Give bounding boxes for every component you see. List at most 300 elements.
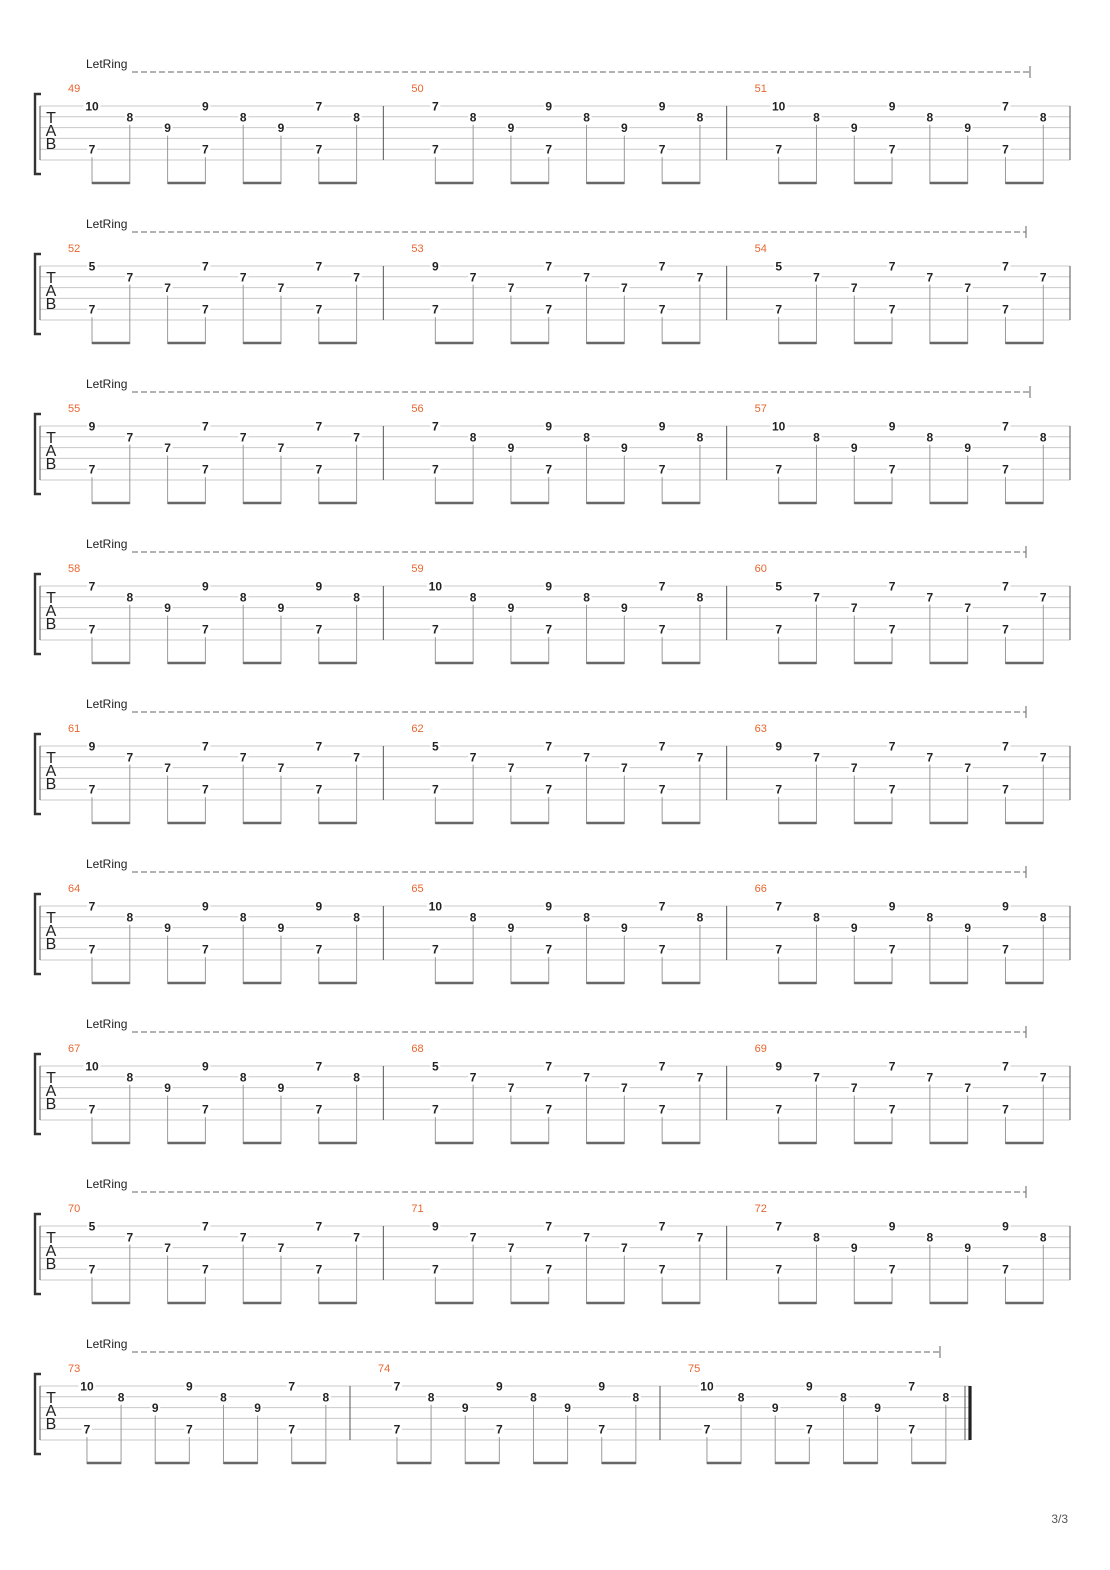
tab-clef-letter: B	[45, 296, 57, 313]
fret-number: 8	[583, 110, 590, 125]
fret-number: 7	[888, 259, 896, 274]
fret-number: 7	[775, 1262, 783, 1277]
fret-number: 9	[545, 899, 553, 914]
tab-clef-letter: B	[45, 776, 57, 793]
fret-number: 9	[254, 1401, 261, 1416]
measure-number: 49	[68, 83, 81, 95]
fret-number: 9	[164, 1081, 171, 1096]
tab-clef-letter: T	[46, 110, 56, 127]
fret-number: 5	[431, 1059, 439, 1074]
fret-number: 8	[632, 1390, 640, 1405]
fret-number: 7	[805, 1422, 813, 1437]
fret-number: 7	[888, 462, 896, 477]
let-ring-label: LetRing	[86, 1337, 128, 1351]
fret-number: 7	[202, 419, 209, 434]
fret-number: 7	[1002, 259, 1009, 274]
fret-number: 7	[1002, 142, 1009, 157]
fret-number: 9	[88, 419, 96, 434]
fret-number: 7	[658, 739, 666, 754]
fret-number: 9	[964, 921, 972, 936]
fret-number: 7	[658, 782, 666, 797]
fret-number: 10	[700, 1379, 714, 1394]
fret-number: 9	[620, 921, 628, 936]
fret-number: 7	[888, 1059, 896, 1074]
fret-number: 7	[277, 1241, 285, 1256]
fret-number: 7	[431, 622, 439, 637]
fret-number: 8	[469, 430, 477, 445]
fret-number: 7	[288, 1422, 296, 1437]
fret-number: 7	[1039, 590, 1047, 605]
fret-number: 9	[431, 1219, 439, 1234]
fret-number: 7	[164, 761, 171, 776]
let-ring-label: LetRing	[86, 217, 128, 231]
fret-number: 7	[202, 739, 209, 754]
fret-number: 7	[658, 579, 666, 594]
fret-number: 7	[1002, 739, 1009, 754]
fret-number: 7	[126, 750, 134, 765]
fret-number: 7	[545, 1262, 553, 1277]
fret-number: 8	[813, 110, 820, 125]
fret-number: 7	[888, 782, 896, 797]
fret-number: 5	[775, 259, 783, 274]
tab-clef-letter: T	[46, 590, 56, 607]
fret-number: 7	[775, 782, 783, 797]
fret-number: 8	[353, 110, 360, 125]
fret-number: 8	[469, 110, 477, 125]
fret-number: 7	[202, 622, 209, 637]
fret-number: 9	[805, 1379, 813, 1394]
let-ring-label: LetRing	[86, 697, 128, 711]
fret-number: 7	[545, 462, 553, 477]
measure-number: 57	[754, 403, 767, 415]
tab-clef-letter: A	[45, 123, 57, 140]
fret-number: 7	[393, 1379, 401, 1394]
fret-number: 7	[583, 1070, 590, 1085]
fret-number: 7	[88, 782, 96, 797]
fret-number: 7	[888, 1262, 896, 1277]
fret-number: 9	[507, 121, 515, 136]
fret-number: 7	[1002, 942, 1009, 957]
fret-number: 7	[239, 270, 247, 285]
fret-number: 8	[239, 110, 247, 125]
fret-number: 7	[908, 1379, 916, 1394]
fret-number: 8	[926, 910, 934, 925]
fret-number: 8	[1039, 910, 1047, 925]
tab-clef-letter: B	[45, 456, 57, 473]
fret-number: 9	[658, 99, 666, 114]
fret-number: 7	[1039, 270, 1047, 285]
fret-number: 7	[964, 1081, 972, 1096]
tab-clef-letter: A	[45, 603, 57, 620]
fret-number: 8	[239, 1070, 247, 1085]
tab-clef-letter: B	[45, 1416, 57, 1433]
fret-number: 9	[315, 579, 323, 594]
fret-number: 8	[696, 590, 704, 605]
fret-number: 9	[771, 1401, 779, 1416]
fret-number: 7	[888, 1102, 896, 1117]
fret-number: 7	[545, 622, 553, 637]
fret-number: 7	[202, 462, 209, 477]
tab-clef-letter: B	[45, 1096, 57, 1113]
fret-number: 7	[545, 1102, 553, 1117]
fret-number: 7	[315, 1219, 323, 1234]
fret-number: 7	[888, 622, 896, 637]
fret-number: 7	[315, 782, 323, 797]
fret-number: 7	[620, 761, 628, 776]
fret-number: 7	[239, 430, 247, 445]
fret-number: 7	[88, 142, 96, 157]
measure-number: 55	[68, 403, 81, 415]
fret-number: 7	[545, 1059, 553, 1074]
tab-clef-letter: A	[45, 443, 57, 460]
fret-number: 9	[658, 419, 666, 434]
fret-number: 8	[1039, 1230, 1047, 1245]
fret-number: 7	[315, 419, 323, 434]
fret-number: 7	[507, 761, 515, 776]
fret-number: 9	[620, 601, 628, 616]
fret-number: 5	[431, 739, 439, 754]
fret-number: 7	[353, 1230, 360, 1245]
fret-number: 7	[315, 462, 323, 477]
fret-number: 8	[353, 910, 360, 925]
fret-number: 5	[88, 1219, 96, 1234]
fret-number: 7	[813, 750, 820, 765]
fret-number: 9	[431, 259, 439, 274]
measure-number: 56	[411, 403, 424, 415]
fret-number: 7	[964, 281, 972, 296]
fret-number: 8	[353, 590, 360, 605]
fret-number: 9	[277, 601, 285, 616]
fret-number: 7	[583, 750, 590, 765]
fret-number: 7	[164, 1241, 171, 1256]
tab-clef-letter: A	[45, 1403, 57, 1420]
measure-number: 70	[68, 1203, 81, 1215]
fret-number: 8	[126, 110, 134, 125]
fret-number: 7	[88, 899, 96, 914]
fret-number: 7	[469, 1070, 477, 1085]
fret-number: 7	[202, 302, 209, 317]
fret-number: 10	[771, 99, 786, 114]
fret-number: 7	[239, 1230, 247, 1245]
fret-number: 9	[277, 121, 285, 136]
page-number: 3/3	[1051, 1512, 1068, 1526]
fret-number: 7	[545, 259, 553, 274]
fret-number: 7	[202, 782, 209, 797]
fret-number: 8	[696, 430, 704, 445]
fret-number: 7	[775, 1102, 783, 1117]
fret-number: 9	[507, 441, 515, 456]
fret-number: 7	[431, 462, 439, 477]
fret-number: 10	[771, 419, 786, 434]
fret-number: 7	[1002, 419, 1009, 434]
fret-number: 9	[202, 1059, 209, 1074]
fret-number: 7	[545, 942, 553, 957]
fret-number: 7	[658, 622, 666, 637]
fret-number: 7	[696, 270, 704, 285]
measure-number: 65	[411, 883, 424, 895]
fret-number: 7	[926, 270, 934, 285]
fret-number: 10	[428, 579, 443, 594]
fret-number: 7	[658, 1219, 666, 1234]
fret-number: 9	[277, 921, 285, 936]
fret-number: 7	[315, 1262, 323, 1277]
fret-number: 7	[315, 142, 323, 157]
fret-number: 8	[1039, 110, 1047, 125]
fret-number: 7	[202, 942, 209, 957]
fret-number: 7	[431, 942, 439, 957]
fret-number: 8	[583, 910, 590, 925]
fret-number: 7	[1002, 1262, 1009, 1277]
fret-number: 7	[1002, 302, 1009, 317]
fret-number: 7	[775, 142, 783, 157]
fret-number: 7	[926, 750, 934, 765]
fret-number: 7	[775, 1219, 783, 1234]
tab-clef-letter: A	[45, 283, 57, 300]
fret-number: 7	[469, 270, 477, 285]
fret-number: 9	[315, 899, 323, 914]
fret-number: 7	[164, 441, 171, 456]
fret-number: 9	[277, 1081, 285, 1096]
fret-number: 7	[658, 142, 666, 157]
fret-number: 8	[220, 1390, 227, 1405]
fret-number: 8	[1039, 430, 1047, 445]
fret-number: 7	[315, 622, 323, 637]
fret-number: 7	[431, 302, 439, 317]
fret-number: 10	[85, 99, 99, 114]
fret-number: 8	[322, 1390, 330, 1405]
fret-number: 10	[80, 1379, 94, 1394]
fret-number: 8	[840, 1390, 847, 1405]
tab-clef-letter: T	[46, 430, 56, 447]
fret-number: 8	[926, 1230, 934, 1245]
fret-number: 7	[507, 1081, 515, 1096]
fret-number: 7	[775, 942, 783, 957]
tab-clef-letter: B	[45, 136, 57, 153]
tab-clef-letter: T	[46, 1070, 56, 1087]
let-ring-label: LetRing	[86, 57, 128, 71]
measure-number: 68	[411, 1043, 424, 1055]
fret-number: 7	[888, 579, 896, 594]
fret-number: 7	[88, 622, 96, 637]
fret-number: 8	[813, 910, 820, 925]
fret-number: 7	[353, 430, 360, 445]
fret-number: 9	[775, 739, 783, 754]
fret-number: 7	[926, 590, 934, 605]
fret-number: 8	[469, 590, 477, 605]
fret-number: 8	[126, 590, 134, 605]
fret-number: 7	[315, 1059, 323, 1074]
fret-number: 9	[964, 1241, 972, 1256]
fret-number: 7	[658, 462, 666, 477]
fret-number: 9	[461, 1401, 469, 1416]
fret-number: 7	[658, 259, 666, 274]
fret-number: 7	[813, 270, 820, 285]
fret-number: 7	[315, 302, 323, 317]
measure-number: 62	[411, 723, 424, 735]
measure-number: 51	[754, 83, 767, 95]
let-ring-label: LetRing	[86, 537, 128, 551]
fret-number: 7	[1002, 782, 1009, 797]
fret-number: 7	[813, 590, 820, 605]
tab-clef-letter: B	[45, 1256, 57, 1273]
tab-clef-letter: B	[45, 616, 57, 633]
fret-number: 7	[431, 1102, 439, 1117]
tab-clef-letter: T	[46, 270, 56, 287]
fret-number: 8	[126, 1070, 134, 1085]
fret-number: 7	[495, 1422, 503, 1437]
fret-number: 7	[620, 1081, 628, 1096]
fret-number: 7	[658, 899, 666, 914]
fret-number: 7	[393, 1422, 401, 1437]
tab-clef-letter: A	[45, 1243, 57, 1260]
fret-number: 7	[850, 761, 858, 776]
fret-number: 9	[164, 601, 171, 616]
tab-clef-letter: B	[45, 936, 57, 953]
let-ring-label: LetRing	[86, 1177, 128, 1191]
tab-clef-letter: T	[46, 910, 56, 927]
measure-number: 71	[411, 1203, 424, 1215]
fret-number: 7	[888, 302, 896, 317]
fret-number: 9	[620, 121, 628, 136]
fret-number: 9	[164, 921, 171, 936]
fret-number: 8	[126, 910, 134, 925]
fret-number: 7	[888, 942, 896, 957]
tab-clef-letter: T	[46, 1390, 56, 1407]
fret-number: 7	[888, 142, 896, 157]
tab-clef-letter: A	[45, 1083, 57, 1100]
measure-number: 73	[68, 1363, 81, 1375]
fret-number: 7	[658, 942, 666, 957]
fret-number: 7	[658, 1059, 666, 1074]
fret-number: 7	[1039, 750, 1047, 765]
let-ring-label: LetRing	[86, 377, 128, 391]
fret-number: 7	[775, 462, 783, 477]
measure-number: 60	[754, 563, 767, 575]
fret-number: 10	[428, 899, 443, 914]
fret-number: 7	[202, 1102, 209, 1117]
fret-number: 7	[964, 601, 972, 616]
measure-number: 72	[754, 1203, 767, 1215]
fret-number: 7	[850, 601, 858, 616]
fret-number: 7	[507, 1241, 515, 1256]
fret-number: 7	[469, 1230, 477, 1245]
fret-number: 7	[88, 942, 96, 957]
fret-number: 7	[353, 270, 360, 285]
fret-number: 7	[431, 99, 439, 114]
measure-number: 66	[754, 883, 767, 895]
fret-number: 8	[239, 590, 247, 605]
fret-number: 9	[202, 99, 209, 114]
fret-number: 9	[495, 1379, 503, 1394]
fret-number: 7	[126, 1230, 134, 1245]
fret-number: 8	[813, 430, 820, 445]
fret-number: 7	[185, 1422, 193, 1437]
fret-number: 9	[888, 419, 896, 434]
fret-number: 7	[431, 782, 439, 797]
measure-number: 50	[411, 83, 424, 95]
fret-number: 8	[926, 110, 934, 125]
measure-number: 59	[411, 563, 424, 575]
fret-number: 9	[850, 441, 858, 456]
fret-number: 8	[239, 910, 247, 925]
fret-number: 7	[696, 1230, 704, 1245]
fret-number: 7	[545, 302, 553, 317]
fret-number: 8	[353, 1070, 360, 1085]
fret-number: 7	[545, 1219, 553, 1234]
measure-number: 63	[754, 723, 767, 735]
fret-number: 9	[888, 899, 896, 914]
fret-number: 7	[908, 1422, 916, 1437]
fret-number: 9	[620, 441, 628, 456]
fret-number: 7	[431, 419, 439, 434]
fret-number: 7	[315, 942, 323, 957]
fret-number: 7	[658, 1102, 666, 1117]
measure-number: 67	[68, 1043, 81, 1055]
fret-number: 9	[507, 601, 515, 616]
fret-number: 7	[507, 281, 515, 296]
fret-number: 7	[1002, 99, 1009, 114]
fret-number: 9	[850, 121, 858, 136]
fret-number: 7	[469, 750, 477, 765]
measure-number: 52	[68, 243, 81, 255]
fret-number: 7	[1002, 462, 1009, 477]
fret-number: 8	[117, 1390, 125, 1405]
fret-number: 7	[775, 302, 783, 317]
tab-clef-letter: A	[45, 763, 57, 780]
fret-number: 8	[926, 430, 934, 445]
fret-number: 7	[315, 1102, 323, 1117]
measure-number: 74	[378, 1363, 391, 1375]
fret-number: 7	[277, 281, 285, 296]
fret-number: 7	[83, 1422, 91, 1437]
fret-number: 9	[545, 99, 553, 114]
fret-number: 7	[775, 899, 783, 914]
fret-number: 7	[88, 462, 96, 477]
fret-number: 7	[850, 1081, 858, 1096]
fret-number: 9	[775, 1059, 783, 1074]
fret-number: 8	[427, 1390, 435, 1405]
fret-number: 7	[1002, 579, 1009, 594]
fret-number: 7	[926, 1070, 934, 1085]
fret-number: 7	[202, 259, 209, 274]
fret-number: 7	[545, 782, 553, 797]
fret-number: 9	[964, 441, 972, 456]
fret-number: 7	[1039, 1070, 1047, 1085]
fret-number: 9	[564, 1401, 571, 1416]
fret-number: 10	[85, 1059, 99, 1074]
fret-number: 8	[813, 1230, 820, 1245]
let-ring-label: LetRing	[86, 857, 128, 871]
fret-number: 7	[239, 750, 247, 765]
tab-clef-letter: A	[45, 923, 57, 940]
fret-number: 7	[88, 579, 96, 594]
fret-number: 9	[850, 1241, 858, 1256]
fret-number: 9	[151, 1401, 159, 1416]
fret-number: 9	[507, 921, 515, 936]
fret-number: 9	[598, 1379, 606, 1394]
fret-number: 7	[277, 441, 285, 456]
fret-number: 7	[277, 761, 285, 776]
fret-number: 8	[530, 1390, 537, 1405]
fret-number: 5	[775, 579, 783, 594]
fret-number: 7	[315, 739, 323, 754]
fret-number: 7	[850, 281, 858, 296]
tab-clef-letter: T	[46, 1230, 56, 1247]
fret-number: 9	[88, 739, 96, 754]
fret-number: 7	[353, 750, 360, 765]
fret-number: 7	[315, 99, 323, 114]
fret-number: 9	[850, 921, 858, 936]
